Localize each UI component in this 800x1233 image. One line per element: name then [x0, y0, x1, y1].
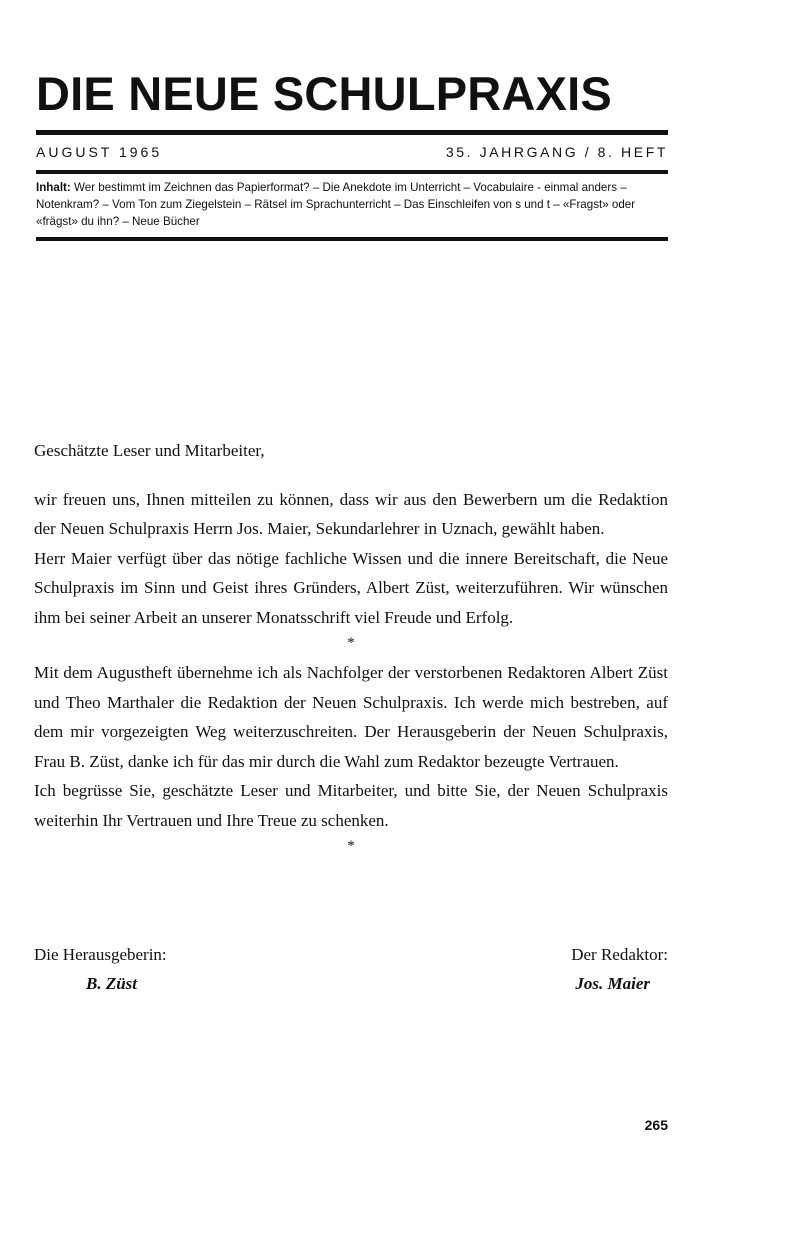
editor-title: Der Redaktor:	[571, 945, 668, 964]
header-rule-top	[36, 130, 668, 135]
publisher-signature	[34, 940, 167, 998]
editor-name: Jos. Maier	[575, 974, 650, 993]
letter-paragraph-4: Ich begrüsse Sie, geschätzte Leser und Mitarbeiter, und bitte Sie, der Neuen Schulpraxis weiterhin Ihr Vertrauen und Ihre Treue zu schenken.	[34, 781, 668, 830]
letter-body	[34, 436, 668, 861]
letter-paragraph-2: Herr Maier verfügt über das nötige fachliche Wissen und die innere Bereitschaft, die Neue Schulpraxis im Sinn und Geist ihres Gründers, Albert Züst, weiterzuführen. Wir wünschen ihm bei seiner Arbeit an unserer Monatsschrift viel Freude und Erfolg.	[34, 548, 668, 627]
issue-info	[36, 140, 668, 164]
issue-volume: 35. JAHRGANG / 8. HEFT	[445, 144, 668, 160]
letter-paragraph-3: Mit dem Augustheft übernehme ich als Nachfolger der verstorbenen Redaktoren Albert Züst und Theo Marthaler die Redaktion der Neuen Schulpraxis. Ich werde mich bestreben, auf dem mir vorgezeigten Weg weiterzuschreiten. Der Herausgeberin der Neuen Schulpraxis, Frau B. Züst, danke ich für das mir durch die Wahl zum Redaktor bezeugte Vertrauen.	[34, 663, 668, 771]
publisher-name: B. Züst	[86, 974, 138, 993]
contents-label: Inhalt:	[36, 181, 71, 194]
header-rule-middle	[36, 170, 668, 174]
publisher-title: Die Herausgeberin:	[34, 945, 167, 964]
journal-title: DIE NEUE SCHULPRAXIS	[36, 67, 612, 120]
issue-date: AUGUST 1965	[36, 144, 163, 160]
editor-signature	[571, 940, 668, 998]
header-rule-bottom	[36, 237, 668, 241]
salutation: Geschätzte Leser und Mitarbeiter,	[34, 441, 265, 460]
page-number: 265	[644, 1117, 668, 1133]
section-separator-1: *	[347, 635, 355, 651]
contents-text: Wer bestimmt im Zeichnen das Papierformat? – Die Anekdote im Unterricht – Vocabulaire - einmal anders – Notenkram? – Vom Ton zum Ziegelstein – Rätsel im Sprachunterricht – Das Einschleifen von s und t – «Fragst» oder «frägst» du ihn? – Neue Bücher	[36, 181, 636, 228]
table-of-contents	[36, 179, 670, 230]
section-separator-2: *	[347, 838, 355, 854]
letter-paragraph-1: wir freuen uns, Ihnen mitteilen zu können, dass wir aus den Bewerbern um die Redaktion der Neuen Schulpraxis Herrn Jos. Maier, Sekundarlehrer in Uznach, gewählt haben.	[34, 489, 668, 538]
